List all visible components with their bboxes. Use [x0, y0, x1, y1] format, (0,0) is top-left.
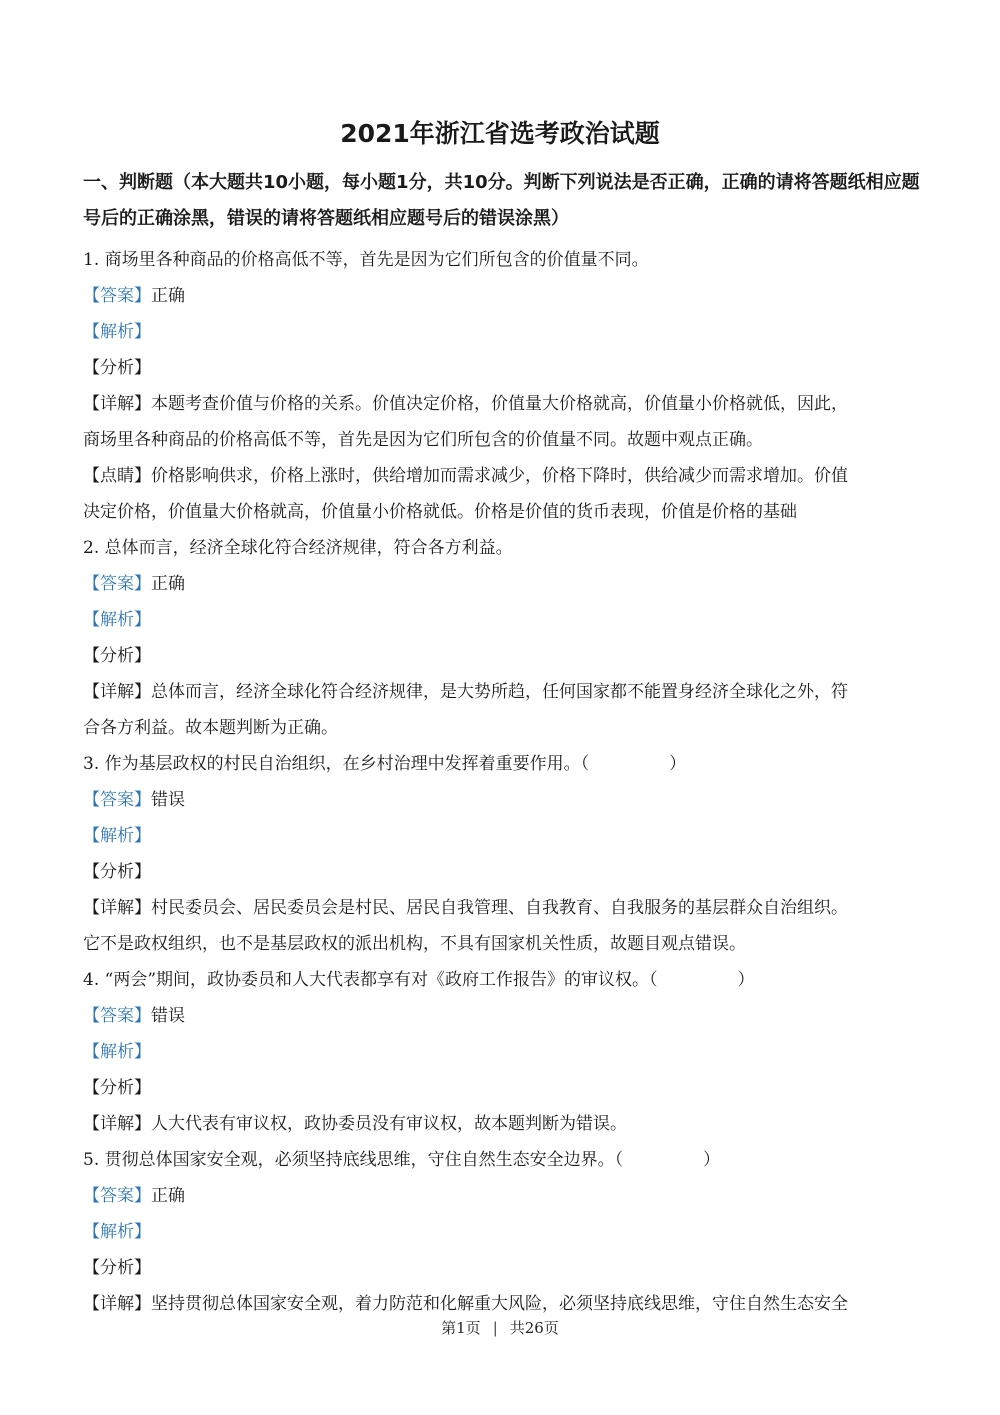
question-paren-close: ） [737, 970, 755, 990]
analysis-tag: 【解析】 [83, 322, 151, 342]
question-text: 3. 作为基层政权的村民自治组织，在乡村治理中发挥着重要作用。（ [83, 754, 590, 774]
answer-line-4 [83, 998, 928, 1034]
question-1: 1. 商场里各种商品的价格高低不等，首先是因为它们所包含的价值量不同。 [83, 250, 649, 270]
detail-line-3b: 它不是政权组织，也不是基层政权的派出机构，不具有国家机关性质，故题目观点错误。 [83, 934, 746, 954]
detail-tag: 【详解】 [83, 898, 151, 918]
question-paren-close: ） [703, 1150, 721, 1170]
detail-line-2b: 合各方利益。故本题判断为正确。 [83, 718, 338, 738]
fenxi-tag: 【分析】 [83, 646, 151, 666]
fenxi-tag: 【分析】 [83, 1078, 151, 1098]
question-text: 5. 贯彻总体国家安全观，必须坚持底线思维，守住自然生态安全边界。（ [83, 1150, 624, 1170]
answer-value: 正确 [151, 574, 185, 594]
answer-value: 错误 [151, 790, 185, 810]
fenxi-line-1 [83, 350, 928, 386]
question-3 [83, 746, 928, 782]
fenxi-line-4 [83, 1070, 928, 1106]
detail-line-3a [83, 890, 928, 926]
answer-value: 错误 [151, 1006, 185, 1026]
answer-tag: 【答案】 [83, 574, 151, 594]
detail-line-1b: 商场里各种商品的价格高低不等，首先是因为它们所包含的价值量不同。故题中观点正确。 [83, 430, 763, 450]
analysis-line-3 [83, 818, 928, 854]
question-text: 4. “两会”期间，政协委员和人大代表都享有对《政府工作报告》的审议权。（ [83, 970, 658, 990]
answer-line-1 [83, 278, 928, 314]
detail-text: 坚持贯彻总体国家安全观，着力防范和化解重大风险，必须坚持底线思维，守住自然生态安全 [151, 1294, 848, 1314]
question-5 [83, 1142, 928, 1178]
detail-tag: 【详解】 [83, 1114, 151, 1134]
detail-tag: 【详解】 [83, 682, 151, 702]
fenxi-line-2 [83, 638, 928, 674]
answer-value: 正确 [151, 1186, 185, 1206]
answer-value: 正确 [151, 286, 185, 306]
document-body [83, 242, 928, 1322]
analysis-tag: 【解析】 [83, 1042, 151, 1062]
page-number: 第1页 [441, 1319, 481, 1337]
section-heading: 一、判断题（本大题共10小题，每小题1分，共10分。判断下列说法是否正确，正确的请将答题纸相应题号后的正确涂黑，错误的请将答题纸相应题号后的错误涂黑） [83, 172, 920, 229]
detail-line-4a [83, 1106, 928, 1142]
analysis-line-4 [83, 1034, 928, 1070]
answer-tag: 【答案】 [83, 286, 151, 306]
fenxi-line-3 [83, 854, 928, 890]
answer-line-5 [83, 1178, 928, 1214]
detail-text: 本题考查价值与价格的关系。价值决定价格，价值量大价格就高，价值量小价格就低，因此， [151, 394, 848, 414]
fenxi-line-5 [83, 1250, 928, 1286]
answer-tag: 【答案】 [83, 1186, 151, 1206]
fenxi-tag: 【分析】 [83, 862, 151, 882]
answer-tag: 【答案】 [83, 790, 151, 810]
page-total: 共26页 [509, 1319, 559, 1337]
fenxi-tag: 【分析】 [83, 358, 151, 378]
detail-text: 总体而言，经济全球化符合经济规律，是大势所趋，任何国家都不能置身经济全球化之外，符 [151, 682, 848, 702]
analysis-line-5 [83, 1214, 928, 1250]
detail-text: 村民委员会、居民委员会是村民、居民自我管理、自我教育、自我服务的基层群众自治组织。 [151, 898, 848, 918]
answer-line-3 [83, 782, 928, 818]
fenxi-tag: 【分析】 [83, 1258, 151, 1278]
question-2: 2. 总体而言，经济全球化符合经济规律，符合各方利益。 [83, 538, 513, 558]
page-title: 2021年浙江省选考政治试题 [340, 119, 660, 148]
analysis-tag: 【解析】 [83, 610, 151, 630]
tip-line-1b: 决定价格，价值量大价格就高，价值量小价格就低。价格是价值的货币表现，价值是价格的基础 [83, 502, 797, 522]
analysis-line-2 [83, 602, 928, 638]
question-paren-close: ） [669, 754, 687, 774]
detail-tag: 【详解】 [83, 1294, 151, 1314]
detail-tag: 【详解】 [83, 394, 151, 414]
analysis-tag: 【解析】 [83, 826, 151, 846]
analysis-tag: 【解析】 [83, 1222, 151, 1242]
tip-line-1a [83, 458, 928, 494]
tip-text: 价格影响供求，价格上涨时，供给增加而需求减少，价格下降时，供给减少而需求增加。价值 [151, 466, 848, 486]
detail-line-1a [83, 386, 928, 422]
detail-text: 人大代表有审议权，政协委员没有审议权，故本题判断为错误。 [151, 1114, 627, 1134]
question-4 [83, 962, 928, 998]
page-footer [0, 1316, 1000, 1340]
answer-line-2 [83, 566, 928, 602]
dianjing-tag: 【点睛】 [83, 466, 151, 486]
detail-line-2a [83, 674, 928, 710]
analysis-line-1 [83, 314, 928, 350]
footer-separator: | [492, 1319, 498, 1337]
answer-tag: 【答案】 [83, 1006, 151, 1026]
